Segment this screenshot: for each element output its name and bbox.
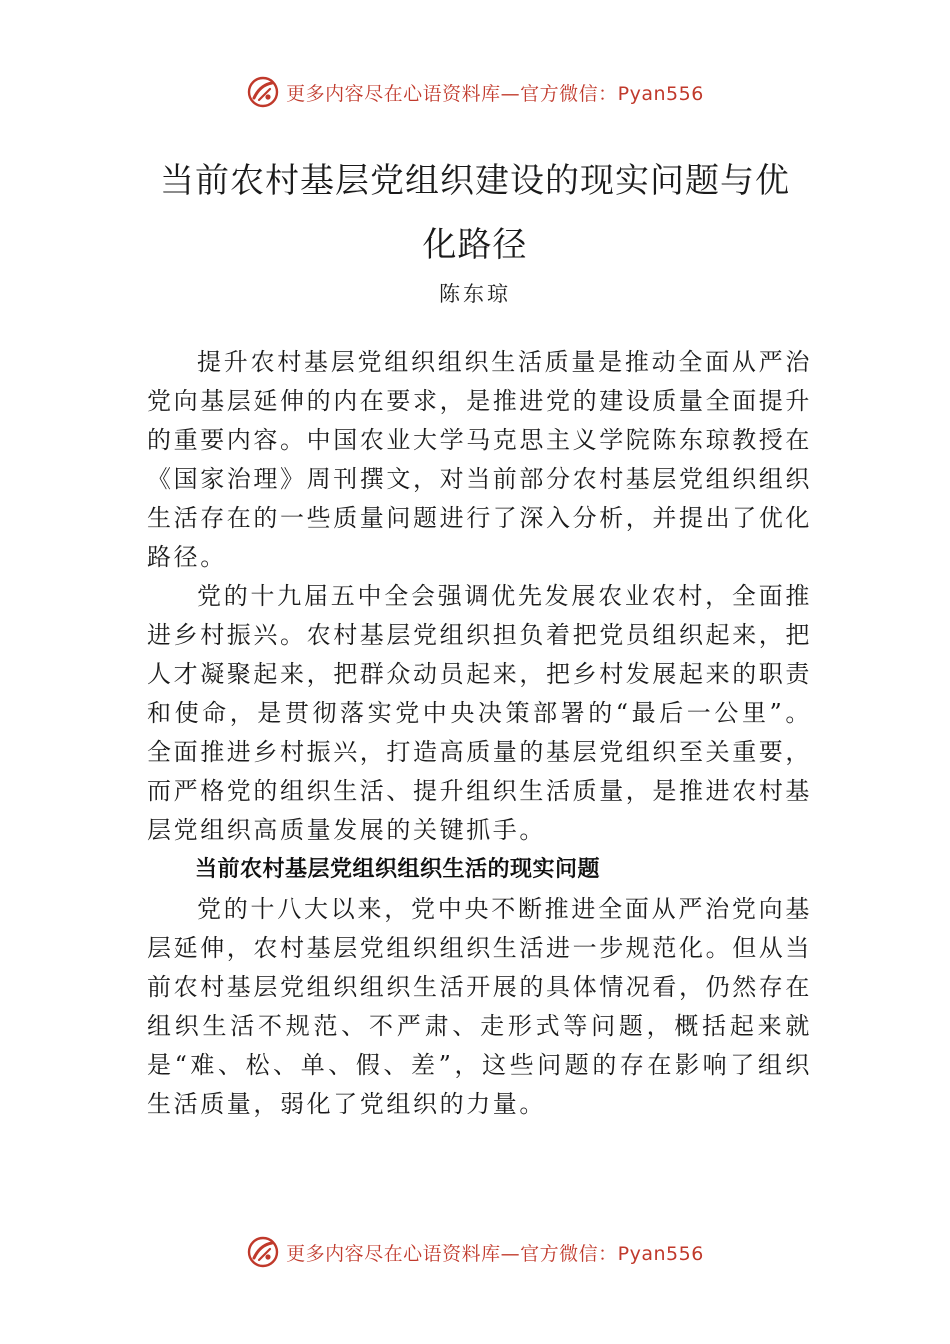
banner-text: 更多内容尽在心语资料库—官方微信：Pyan556: [286, 82, 704, 105]
body-paragraph: 党的十九届五中全会强调优先发展农业农村，全面推进乡村振兴。农村基层党组织担负着把党员组织起来，把人才凝聚起来，把群众动员起来，把乡村发展起来的职责和使命，是贯彻落实党中央决策部署的“最后一公里”。全面推进乡村振兴，打造高质量的基层党组织至关重要，而严格党的组织生活、提升组织生活质量，是推进农村基层党组织高质量发展的关键抓手。: [147, 582, 812, 844]
document-body: [147, 343, 812, 1124]
brand-logo-icon: [246, 75, 280, 109]
body-paragraph: 提升农村基层党组织组织生活质量是推动全面从严治党向基层延伸的内在要求，是推进党的建设质量全面提升的重要内容。中国农业大学马克思主义学院陈东琼教授在《国家治理》周刊撰文，对当前部分农村基层党组织组织生活存在的一些质量问题进行了深入分析，并提出了优化路径。: [147, 348, 812, 571]
brand-logo-icon: [246, 1235, 280, 1269]
document-title-line-2: 化路径: [422, 225, 528, 265]
section-paragraph: 党的十八大以来，党中央不断推进全面从严治党向基层延伸，农村基层党组织组织生活进一步规范化。但从当前农村基层党组织组织生活开展的具体情况看，仍然存在组织生活不规范、不严肃、走形式等问题，概括起来就是“难、松、单、假、差”，这些问题的存在影响了组织生活质量，弱化了党组织的力量。: [147, 895, 812, 1118]
header-banner: [0, 72, 950, 112]
section-heading: 当前农村基层党组织组织生活的现实问题: [195, 857, 601, 882]
document-title-line-1: 当前农村基层党组织建设的现实问题与优: [160, 161, 790, 201]
footer-banner: [0, 1232, 950, 1272]
document-author: 陈东琼: [439, 282, 511, 306]
banner-text: 更多内容尽在心语资料库—官方微信：Pyan556: [286, 1242, 704, 1265]
